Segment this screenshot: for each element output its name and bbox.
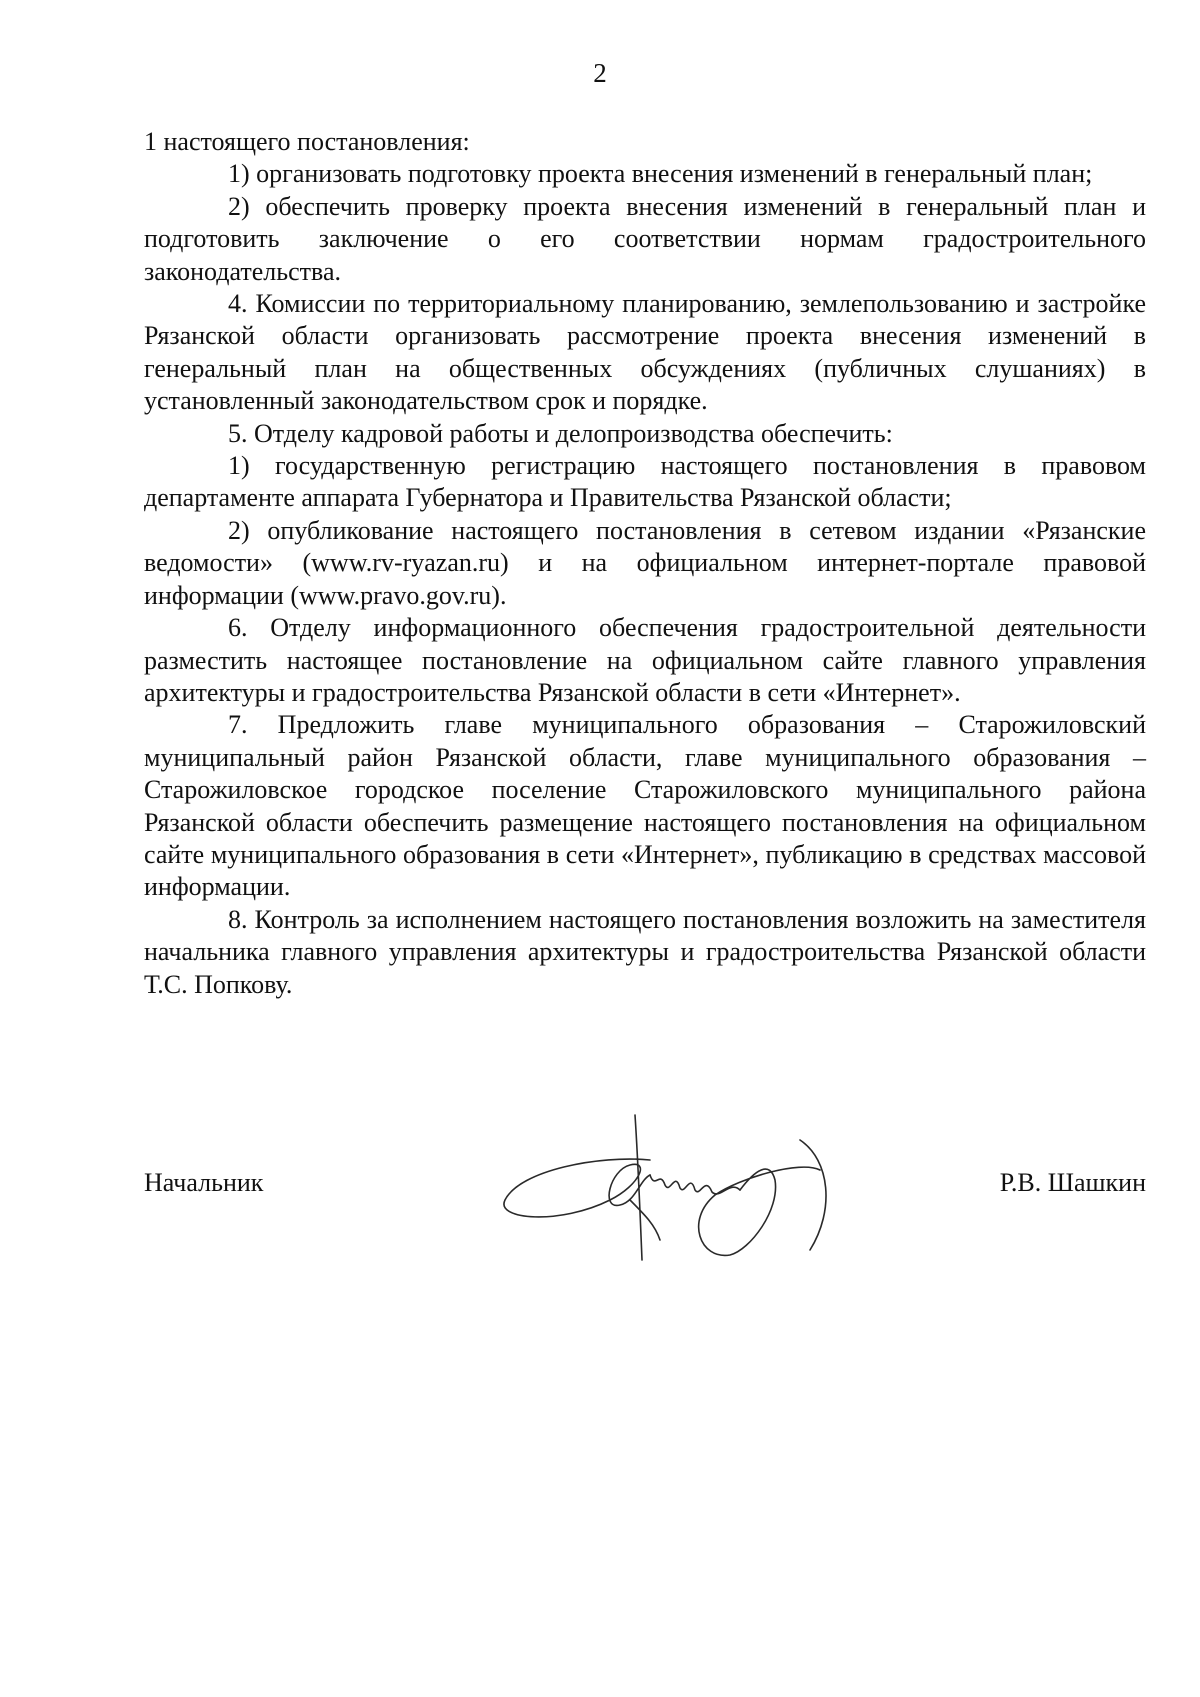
paragraph-5: 5. Отделу кадровой работы и делопроизводства обеспечить: bbox=[228, 418, 893, 448]
paragraph-item-5-2: 2) опубликование настоящего постановления в сетевом издании «Рязанские ведомости» (www.rv-ryazan.ru) и на официальном интернет-портале правовой информации (www.pravo.gov.ru). bbox=[144, 515, 1146, 610]
page-number: 2 bbox=[593, 58, 607, 88]
paragraph-continuation: 1 настоящего постановления: bbox=[144, 127, 470, 156]
paragraph-item-3-2: 2) обеспечить проверку проекта внесения изменений в генеральный план и подготовить заключение о его соответствии нормам градостроительного законодательства. bbox=[144, 191, 1146, 286]
signatory-name: Р.В. Шашкин bbox=[999, 1168, 1146, 1197]
document-body bbox=[144, 126, 1146, 1001]
paragraph-item-3-1: 1) организовать подготовку проекта внесения изменений в генеральный план; bbox=[228, 159, 1093, 189]
signatory-title: Начальник bbox=[144, 1168, 264, 1197]
handwritten-signature bbox=[500, 1100, 880, 1270]
paragraph-item-5-1: 1) государственную регистрацию настоящего постановления в правовом департаменте аппарата Губернатора и Правительства Рязанской области; bbox=[144, 451, 1146, 513]
paragraph-4: 4. Комиссии по территориальному планированию, землепользованию и застройке Рязанской области организовать рассмотрение проекта внесения изменений в генеральный план на общественных обсуждениях (публичных слушаниях) в установленный законодательством срок и порядке. bbox=[144, 289, 1146, 416]
paragraph-6: 6. Отделу информационного обеспечения градостроительной деятельности разместить настоящее постановление на официальном сайте главного управления архитектуры и градостроительства Рязанской области в сети «Интернет». bbox=[144, 613, 1146, 707]
paragraph-7: 7. Предложить главе муниципального образования – Старожиловский муниципальный район Рязанской области, главе муниципального образования – Старожиловское городское поселение Старожиловского муниципального района Рязанской области обеспечить размещение настоящего постановления на официальном сайте муниципального образования в сети «Интернет», публикацию в средствах массовой информации. bbox=[144, 710, 1146, 902]
paragraph-8: 8. Контроль за исполнением настоящего постановления возложить на заместителя начальника главного управления архитектуры и градостроительства Рязанской области Т.С. Попкову. bbox=[144, 904, 1146, 999]
